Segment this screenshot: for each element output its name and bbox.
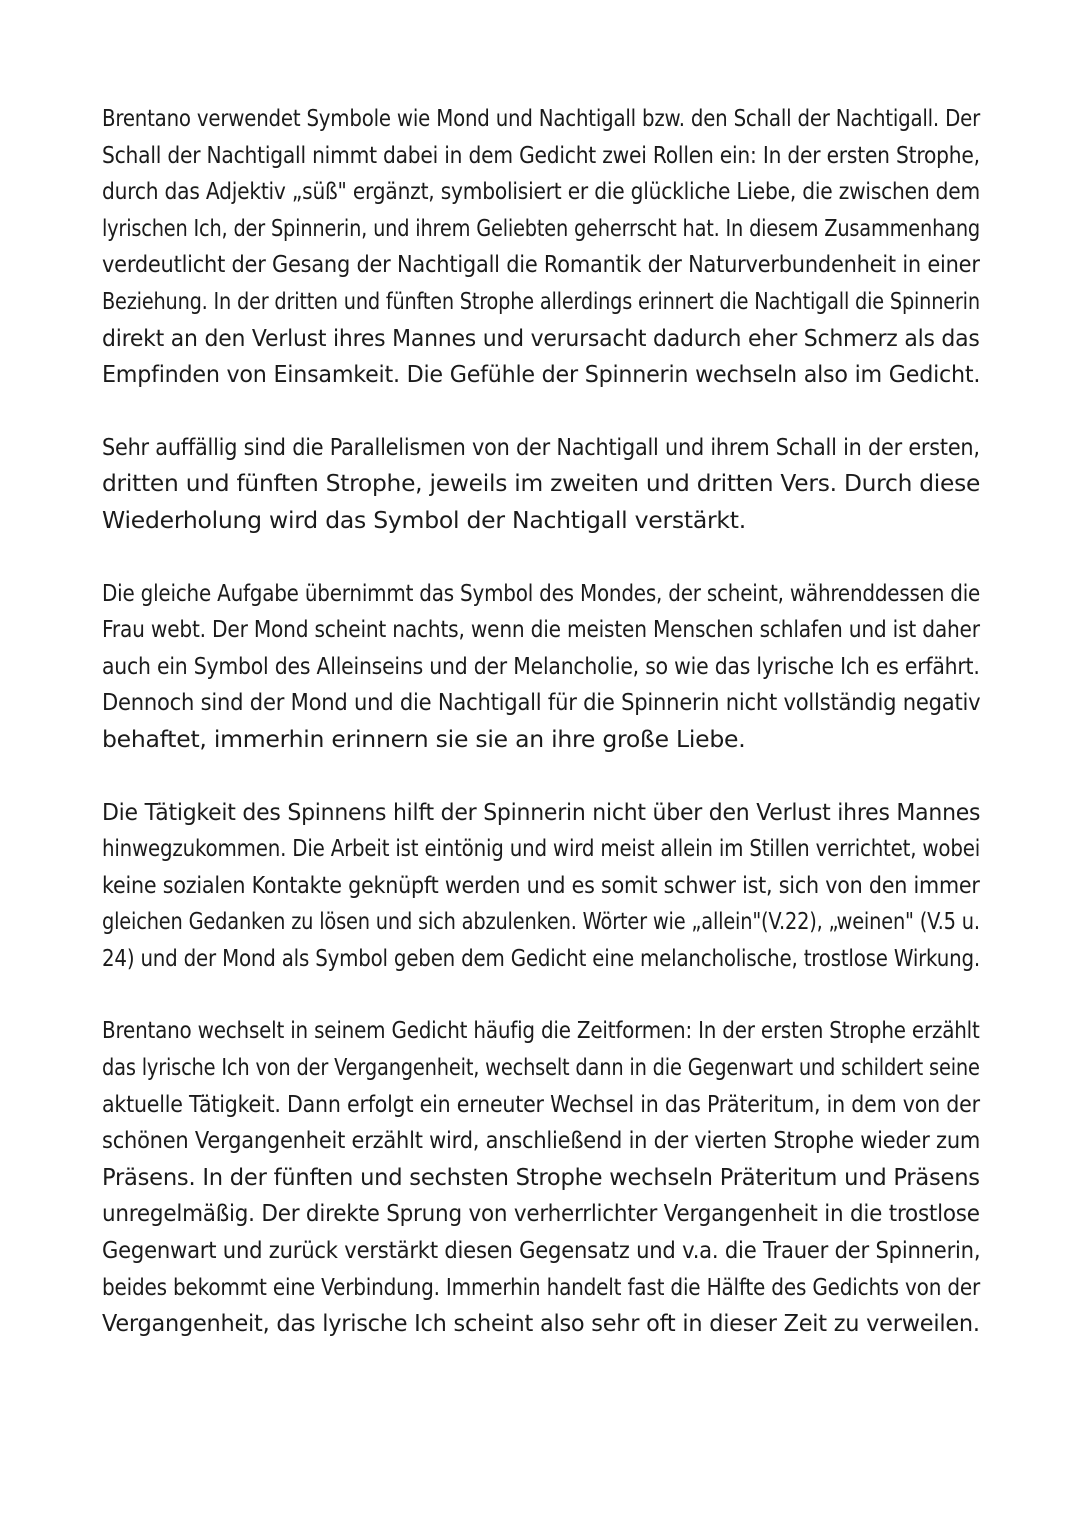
text-line: das lyrische Ich von der Vergangenheit, wechselt dann in die Gegenwart und schildert seine bbox=[102, 1053, 980, 1082]
text-line: Frau webt. Der Mond scheint nachts, wenn die meisten Menschen schlafen und ist daher bbox=[102, 615, 980, 644]
text-line: Gegenwart und zurück verstärkt diesen Gegensatz und v.a. die Trauer der Spinnerin, bbox=[102, 1236, 981, 1265]
text-line: Dennoch sind der Mond und die Nachtigall für die Spinnerin nicht vollständig negativ bbox=[102, 688, 981, 717]
text-line: Die gleiche Aufgabe übernimmt das Symbol des Mondes, der scheint, währenddessen die bbox=[102, 578, 981, 607]
text-line: verdeutlicht der Gesang der Nachtigall die Romantik der Naturverbundenheit in einer bbox=[102, 250, 980, 279]
text-line: lyrischen Ich, der Spinnerin, und ihrem Geliebten geherrscht hat. In diesem Zusammenhang bbox=[102, 213, 980, 242]
text-line: Schall der Nachtigall nimmt dabei in dem Gedicht zwei Rollen ein: In der ersten Strophe, bbox=[102, 140, 980, 169]
paragraph bbox=[102, 429, 980, 539]
text-line: 24) und der Mond als Symbol geben dem Gedicht eine melancholische, trostlose Wirkung. bbox=[102, 943, 980, 972]
paragraph bbox=[102, 100, 980, 393]
text-line: Sehr auffällig sind die Parallelismen von der Nachtigall und ihrem Schall in der ersten, bbox=[102, 432, 980, 461]
text-line: Brentano verwendet Symbole wie Mond und Nachtigall bzw. den Schall der Nachtigall. Der bbox=[102, 104, 980, 132]
text-line: aktuelle Tätigkeit. Dann erfolgt ein erneuter Wechsel in das Präteritum, in dem von der bbox=[102, 1089, 980, 1118]
text-line: schönen Vergangenheit erzählt wird, anschließend in der vierten Strophe wieder zum bbox=[102, 1126, 981, 1155]
text-line: dritten und fünften Strophe, jeweils im zweiten und dritten Vers. Durch diese bbox=[102, 469, 981, 498]
document-body bbox=[102, 100, 980, 1342]
text-line: keine sozialen Kontakte geknüpft werden und es somit schwer ist, sich von den immer bbox=[102, 870, 980, 899]
text-line: hinwegzukommen. Die Arbeit ist eintönig und wird meist allein im Stillen verrichtet, wobei bbox=[102, 834, 981, 863]
text-line: behaftet, immerhin erinnern sie sie an ihre große Liebe. bbox=[102, 724, 746, 753]
text-line: Wiederholung wird das Symbol der Nachtigall verstärkt. bbox=[102, 505, 746, 534]
text-line: Beziehung. In der dritten und fünften Strophe allerdings erinnert die Nachtigall die Spinnerin bbox=[102, 286, 980, 315]
text-line: beides bekommt eine Verbindung. Immerhin handelt fast die Hälfte des Gedichts von der bbox=[102, 1272, 981, 1301]
text-line: unregelmäßig. Der direkte Sprung von verherrlichter Vergangenheit in die trostlose bbox=[102, 1199, 980, 1228]
text-line: Brentano wechselt in seinem Gedicht häufig die Zeitformen: In der ersten Strophe erzählt bbox=[102, 1016, 980, 1045]
text-line: Die Tätigkeit des Spinnens hilft der Spinnerin nicht über den Verlust ihres Mannes bbox=[102, 797, 981, 826]
paragraph bbox=[102, 575, 980, 758]
text-line: gleichen Gedanken zu lösen und sich abzulenken. Wörter wie „allein"(V.22), „weinen" (V.5 u. bbox=[102, 907, 980, 936]
text-line: Empfinden von Einsamkeit. Die Gefühle der Spinnerin wechseln also im Gedicht. bbox=[102, 360, 981, 389]
text-line: Präsens. In der fünften und sechsten Strophe wechseln Präteritum und Präsens bbox=[102, 1162, 980, 1191]
text-line: auch ein Symbol des Alleinseins und der Melancholie, so wie das lyrische Ich es erfährt. bbox=[102, 651, 980, 680]
text-line: durch das Adjektiv „süß" ergänzt, symbolisiert er die glückliche Liebe, die zwischen dem bbox=[102, 177, 980, 206]
text-line: direkt an den Verlust ihres Mannes und verursacht dadurch eher Schmerz als das bbox=[102, 323, 980, 352]
text-line: Vergangenheit, das lyrische Ich scheint also sehr oft in dieser Zeit zu verweilen. bbox=[102, 1309, 980, 1338]
paragraph bbox=[102, 1012, 980, 1341]
paragraph bbox=[102, 794, 980, 977]
